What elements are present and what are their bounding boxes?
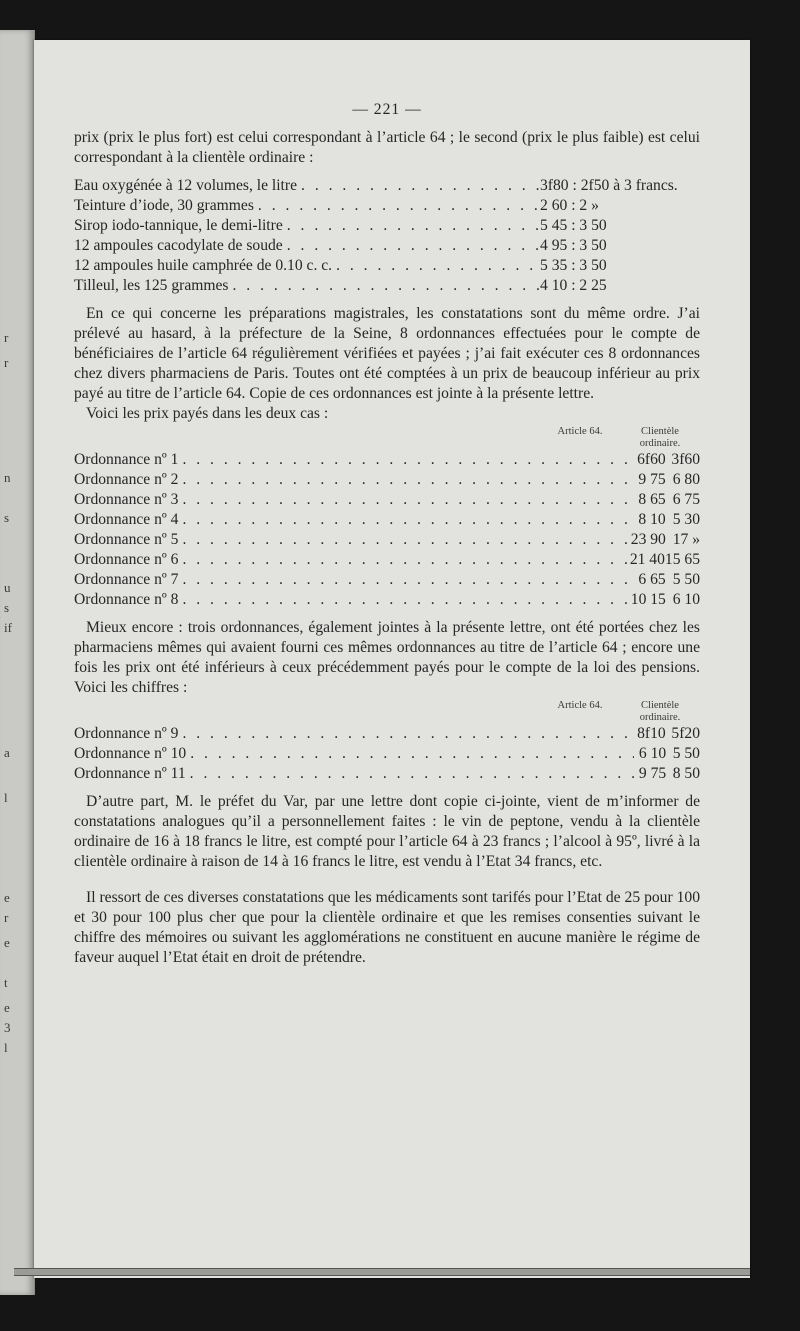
- clientele-value: 5f20: [671, 725, 700, 742]
- margin-fragment: l: [4, 790, 8, 805]
- table-row: [74, 470, 700, 490]
- margin-fragment: r: [4, 910, 9, 925]
- leader-dots: [178, 570, 633, 590]
- ordonnance-table-2: [74, 724, 700, 784]
- leader-dots: [283, 236, 540, 256]
- article-value: 21 40: [629, 551, 665, 568]
- leader-dots: [186, 744, 634, 764]
- row-label: Ordonnance nº 5: [74, 531, 179, 548]
- margin-fragment: n: [4, 470, 11, 485]
- row-label: Ordonnance nº 1: [74, 451, 179, 468]
- adjacent-page-edge: [0, 30, 35, 1295]
- article-value: 8f10: [637, 725, 666, 742]
- row-label: Ordonnance nº 4: [74, 511, 179, 528]
- margin-fragment: e: [4, 935, 10, 950]
- row-label: Ordonnance nº 2: [74, 471, 179, 488]
- leader-dots: [178, 450, 633, 470]
- body-paragraph: Mieux encore : trois ordonnances, également jointes à la présente lettre, ont été portées chez les pharmaciens mêmes qui avaient fourni ces mêmes ordonnances au titre de l’article 64 ; encore une fois les prix ont été inférieurs à ceux précédemment payés pour le compte de la loi des pensions. Voici les chiffres :: [74, 619, 700, 696]
- price-value: 4 95 : 3 50: [540, 237, 607, 254]
- ordonnance-table: [74, 450, 700, 610]
- leader-dots: [283, 216, 540, 236]
- article-value: 10 15: [630, 591, 666, 608]
- price-label: Eau oxygénée à 12 volumes, le litre: [74, 177, 298, 194]
- article-value: 6 10: [638, 745, 667, 762]
- price-label: Tilleul, les 125 grammes: [74, 277, 229, 294]
- article-value: 6f60: [637, 451, 666, 468]
- leader-dots: [178, 470, 633, 490]
- leader-dots: [178, 590, 630, 610]
- row-label: Ordonnance nº 8: [74, 591, 179, 608]
- clientele-value: 5 50: [672, 571, 700, 588]
- leader-dots: [178, 510, 633, 530]
- row-label: Ordonnance nº 3: [74, 491, 179, 508]
- margin-fragment: r: [4, 355, 9, 370]
- body-paragraph: D’autre part, M. le préfet du Var, par une lettre dont copie ci-jointe, vient de m’informer de constatations analogues qu’il a personnellement faites : le vin de peptone, vendu à la clientèle ordinaire de 16 à 18 francs le litre, est compté pour l’article 64 à 23 francs ; l’alcool à 95º, livré à la clientèle ordinaire à raison de 14 à 16 francs le litre, est vendu à l’Etat 34 francs, etc.: [74, 793, 700, 870]
- price-label: Teinture d’iode, 30 grammes: [74, 197, 254, 214]
- clientele-value: 3f60: [671, 451, 700, 468]
- margin-fragment: l: [4, 1040, 8, 1055]
- margin-fragment: e: [4, 890, 10, 905]
- column-header-article: Article 64.: [557, 700, 603, 711]
- price-row: [74, 176, 700, 196]
- body-paragraph: Il ressort de ces diverses constatations que les médicaments sont tarifés pour l’Etat de 25 pour 100 et 30 pour 100 plus cher que pour la clientèle ordinaire et que les remises consenties suivant le chiffre des mémoires ou suivant les agglomérations ne constituent en aucune manière le régime de faveur auquel l’Etat était en droit de prétendre.: [74, 889, 700, 966]
- page-bottom-edge: [14, 1268, 750, 1276]
- table-row: [74, 450, 700, 470]
- price-row: [74, 256, 700, 276]
- price-value: 5 45 : 3 50: [540, 217, 607, 234]
- table-row: [74, 530, 700, 550]
- clientele-value: 8 50: [672, 765, 701, 782]
- row-label: Ordonnance nº 10: [74, 745, 187, 762]
- body-paragraph: Voici les prix payés dans les deux cas :: [86, 405, 329, 422]
- intro-paragraph: prix (prix le plus fort) est celui correspondant à l’article 64 ; le second (prix le plus faible) est celui correspondant à la clientèle ordinaire :: [74, 129, 700, 166]
- margin-fragment: 3: [4, 1020, 11, 1035]
- column-headers: [74, 426, 700, 450]
- clientele-value: 5 50: [672, 745, 700, 762]
- margin-fragment: s: [4, 600, 10, 615]
- row-label: Ordonnance nº 9: [74, 725, 179, 742]
- article-value: 8 10: [638, 511, 666, 528]
- article-value: 9 75: [638, 471, 666, 488]
- article-value: 23 90: [630, 531, 666, 548]
- leader-dots: [178, 490, 633, 510]
- table-row: [74, 744, 700, 764]
- margin-fragment: u: [4, 580, 11, 595]
- leader-dots: [229, 276, 541, 296]
- clientele-value: 5 30: [672, 511, 700, 528]
- price-row: [74, 276, 700, 296]
- clientele-value: 6 75: [672, 491, 700, 508]
- table-row: [74, 490, 700, 510]
- article-value: 9 75: [638, 765, 667, 782]
- margin-fragment: e: [4, 1000, 10, 1015]
- leader-dots: [254, 196, 540, 216]
- leader-dots: [178, 724, 633, 744]
- page-content: [74, 100, 700, 968]
- price-label: 12 ampoules cacodylate de soude: [74, 237, 283, 254]
- price-row: [74, 216, 700, 236]
- table-row: [74, 764, 700, 784]
- table-row: [74, 550, 700, 570]
- clientele-value: 6 80: [672, 471, 700, 488]
- leader-dots: [178, 550, 629, 570]
- clientele-value: 6 10: [672, 591, 700, 608]
- table-row: [74, 724, 700, 744]
- price-value: 5 35 : 3 50: [540, 257, 607, 274]
- row-label: Ordonnance nº 11: [74, 765, 186, 782]
- price-value: 4 10 : 2 25: [540, 277, 607, 294]
- table-row: [74, 510, 700, 530]
- price-list: [74, 176, 700, 296]
- leader-dots: [186, 764, 635, 784]
- clientele-value: 17 »: [672, 531, 700, 548]
- price-label: Sirop iodo-tannique, le demi-litre: [74, 217, 283, 234]
- leader-dots: [332, 256, 540, 276]
- article-value: 8 65: [638, 491, 666, 508]
- column-header-clientele: Clientèle ordinaire.: [639, 426, 681, 449]
- clientele-value: 15 65: [664, 551, 700, 568]
- leader-dots: [297, 176, 540, 196]
- column-header-article: Article 64.: [557, 426, 603, 437]
- margin-fragment: t: [4, 975, 8, 990]
- table-row: [74, 570, 700, 590]
- leader-dots: [178, 530, 630, 550]
- row-label: Ordonnance nº 7: [74, 571, 179, 588]
- table-row: [74, 590, 700, 610]
- margin-fragment: if: [4, 620, 12, 635]
- price-value: 2 60 : 2 »: [540, 197, 599, 214]
- row-label: Ordonnance nº 6: [74, 551, 179, 568]
- price-row: [74, 196, 700, 216]
- price-label: 12 ampoules huile camphrée de 0.10 c. c.: [74, 257, 333, 274]
- price-value: 3f80 : 2f50 à 3 francs.: [540, 177, 678, 194]
- margin-fragment: s: [4, 510, 10, 525]
- column-header-clientele: Clientèle ordinaire.: [639, 700, 681, 723]
- article-value: 6 65: [638, 571, 666, 588]
- page-number: — 221 —: [352, 101, 422, 118]
- column-headers: [74, 700, 700, 724]
- body-paragraph: En ce qui concerne les préparations magistrales, les constatations sont du même ordre. J’ai prélevé au hasard, à la préfecture de la Seine, 8 ordonnances effectuées pour le compte de bénéficiaires de l’article 64 régulièrement vérifiées et payées ; j’ai fait exécuter ces 8 ordonnances chez divers pharmaciens de Paris. Toutes ont été comptées à un prix de beaucoup inférieur au prix payé au titre de l’article 64. Copie de ces ordonnances est jointe à la présente lettre.: [74, 305, 700, 402]
- book-page: [34, 40, 750, 1278]
- margin-fragment: a: [4, 745, 10, 760]
- margin-fragment: r: [4, 330, 9, 345]
- price-row: [74, 236, 700, 256]
